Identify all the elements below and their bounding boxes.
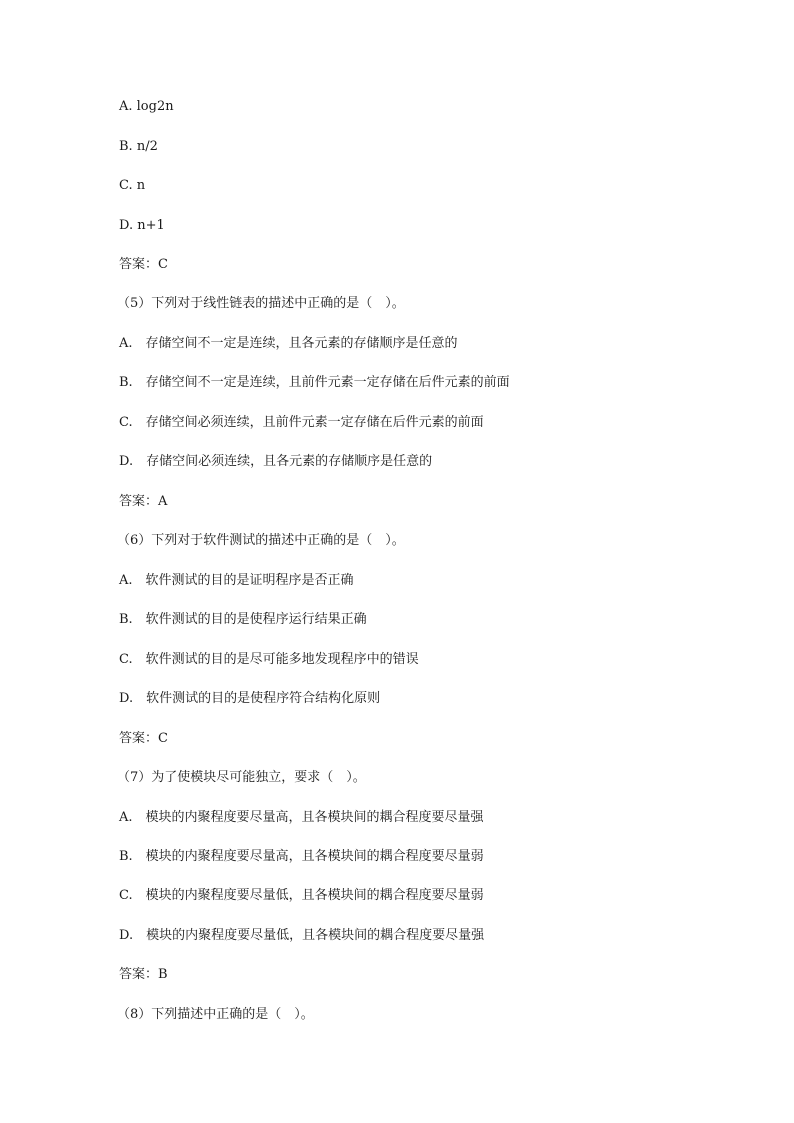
q5-option-b: B. 存储空间不一定是连续，且前件元素一定存储在后件元素的前面 [119, 375, 510, 390]
option-c-line: C. n [119, 178, 146, 193]
answer-line: 答案：C [119, 257, 168, 272]
q5-option-c: C. 存储空间必须连续，且前件元素一定存储在后件元素的前面 [119, 415, 484, 430]
option-a-line: A. log2n [119, 99, 174, 114]
option-d-line: D. n+1 [119, 218, 165, 233]
question-7-stem: （7）为了使模块尽可能独立，要求（ ）。 [117, 770, 366, 785]
q5-option-d: D. 存储空间必须连续，且各元素的存储顺序是任意的 [119, 454, 433, 469]
question-6-stem: （6）下列对于软件测试的描述中正确的是（ ）。 [117, 533, 405, 548]
q6-option-b: B. 软件测试的目的是使程序运行结果正确 [119, 612, 367, 627]
q6-answer: 答案：C [119, 731, 168, 746]
q6-option-d: D. 软件测试的目的是使程序符合结构化原则 [119, 691, 381, 706]
question-8-stem: （8）下列描述中正确的是（ ）。 [117, 1007, 314, 1022]
q6-option-a: A. 软件测试的目的是证明程序是否正确 [119, 573, 354, 588]
question-5-stem: （5）下列对于线性链表的描述中正确的是（ ）。 [117, 296, 405, 311]
q7-option-c: C. 模块的内聚程度要尽量低，且各模块间的耦合程度要尽量弱 [119, 888, 484, 903]
q5-option-a: A. 存储空间不一定是连续，且各元素的存储顺序是任意的 [119, 336, 458, 351]
q5-answer: 答案：A [119, 494, 168, 509]
q7-option-a: A. 模块的内聚程度要尽量高，且各模块间的耦合程度要尽量强 [119, 810, 484, 825]
q6-option-c: C. 软件测试的目的是尽可能多地发现程序中的错误 [119, 652, 419, 667]
q7-option-d: D. 模块的内聚程度要尽量低，且各模块间的耦合程度要尽量强 [119, 928, 485, 943]
q7-answer: 答案：B [119, 967, 168, 982]
option-b-line: B. n/2 [119, 139, 158, 154]
q7-option-b: B. 模块的内聚程度要尽量高，且各模块间的耦合程度要尽量弱 [119, 849, 484, 864]
